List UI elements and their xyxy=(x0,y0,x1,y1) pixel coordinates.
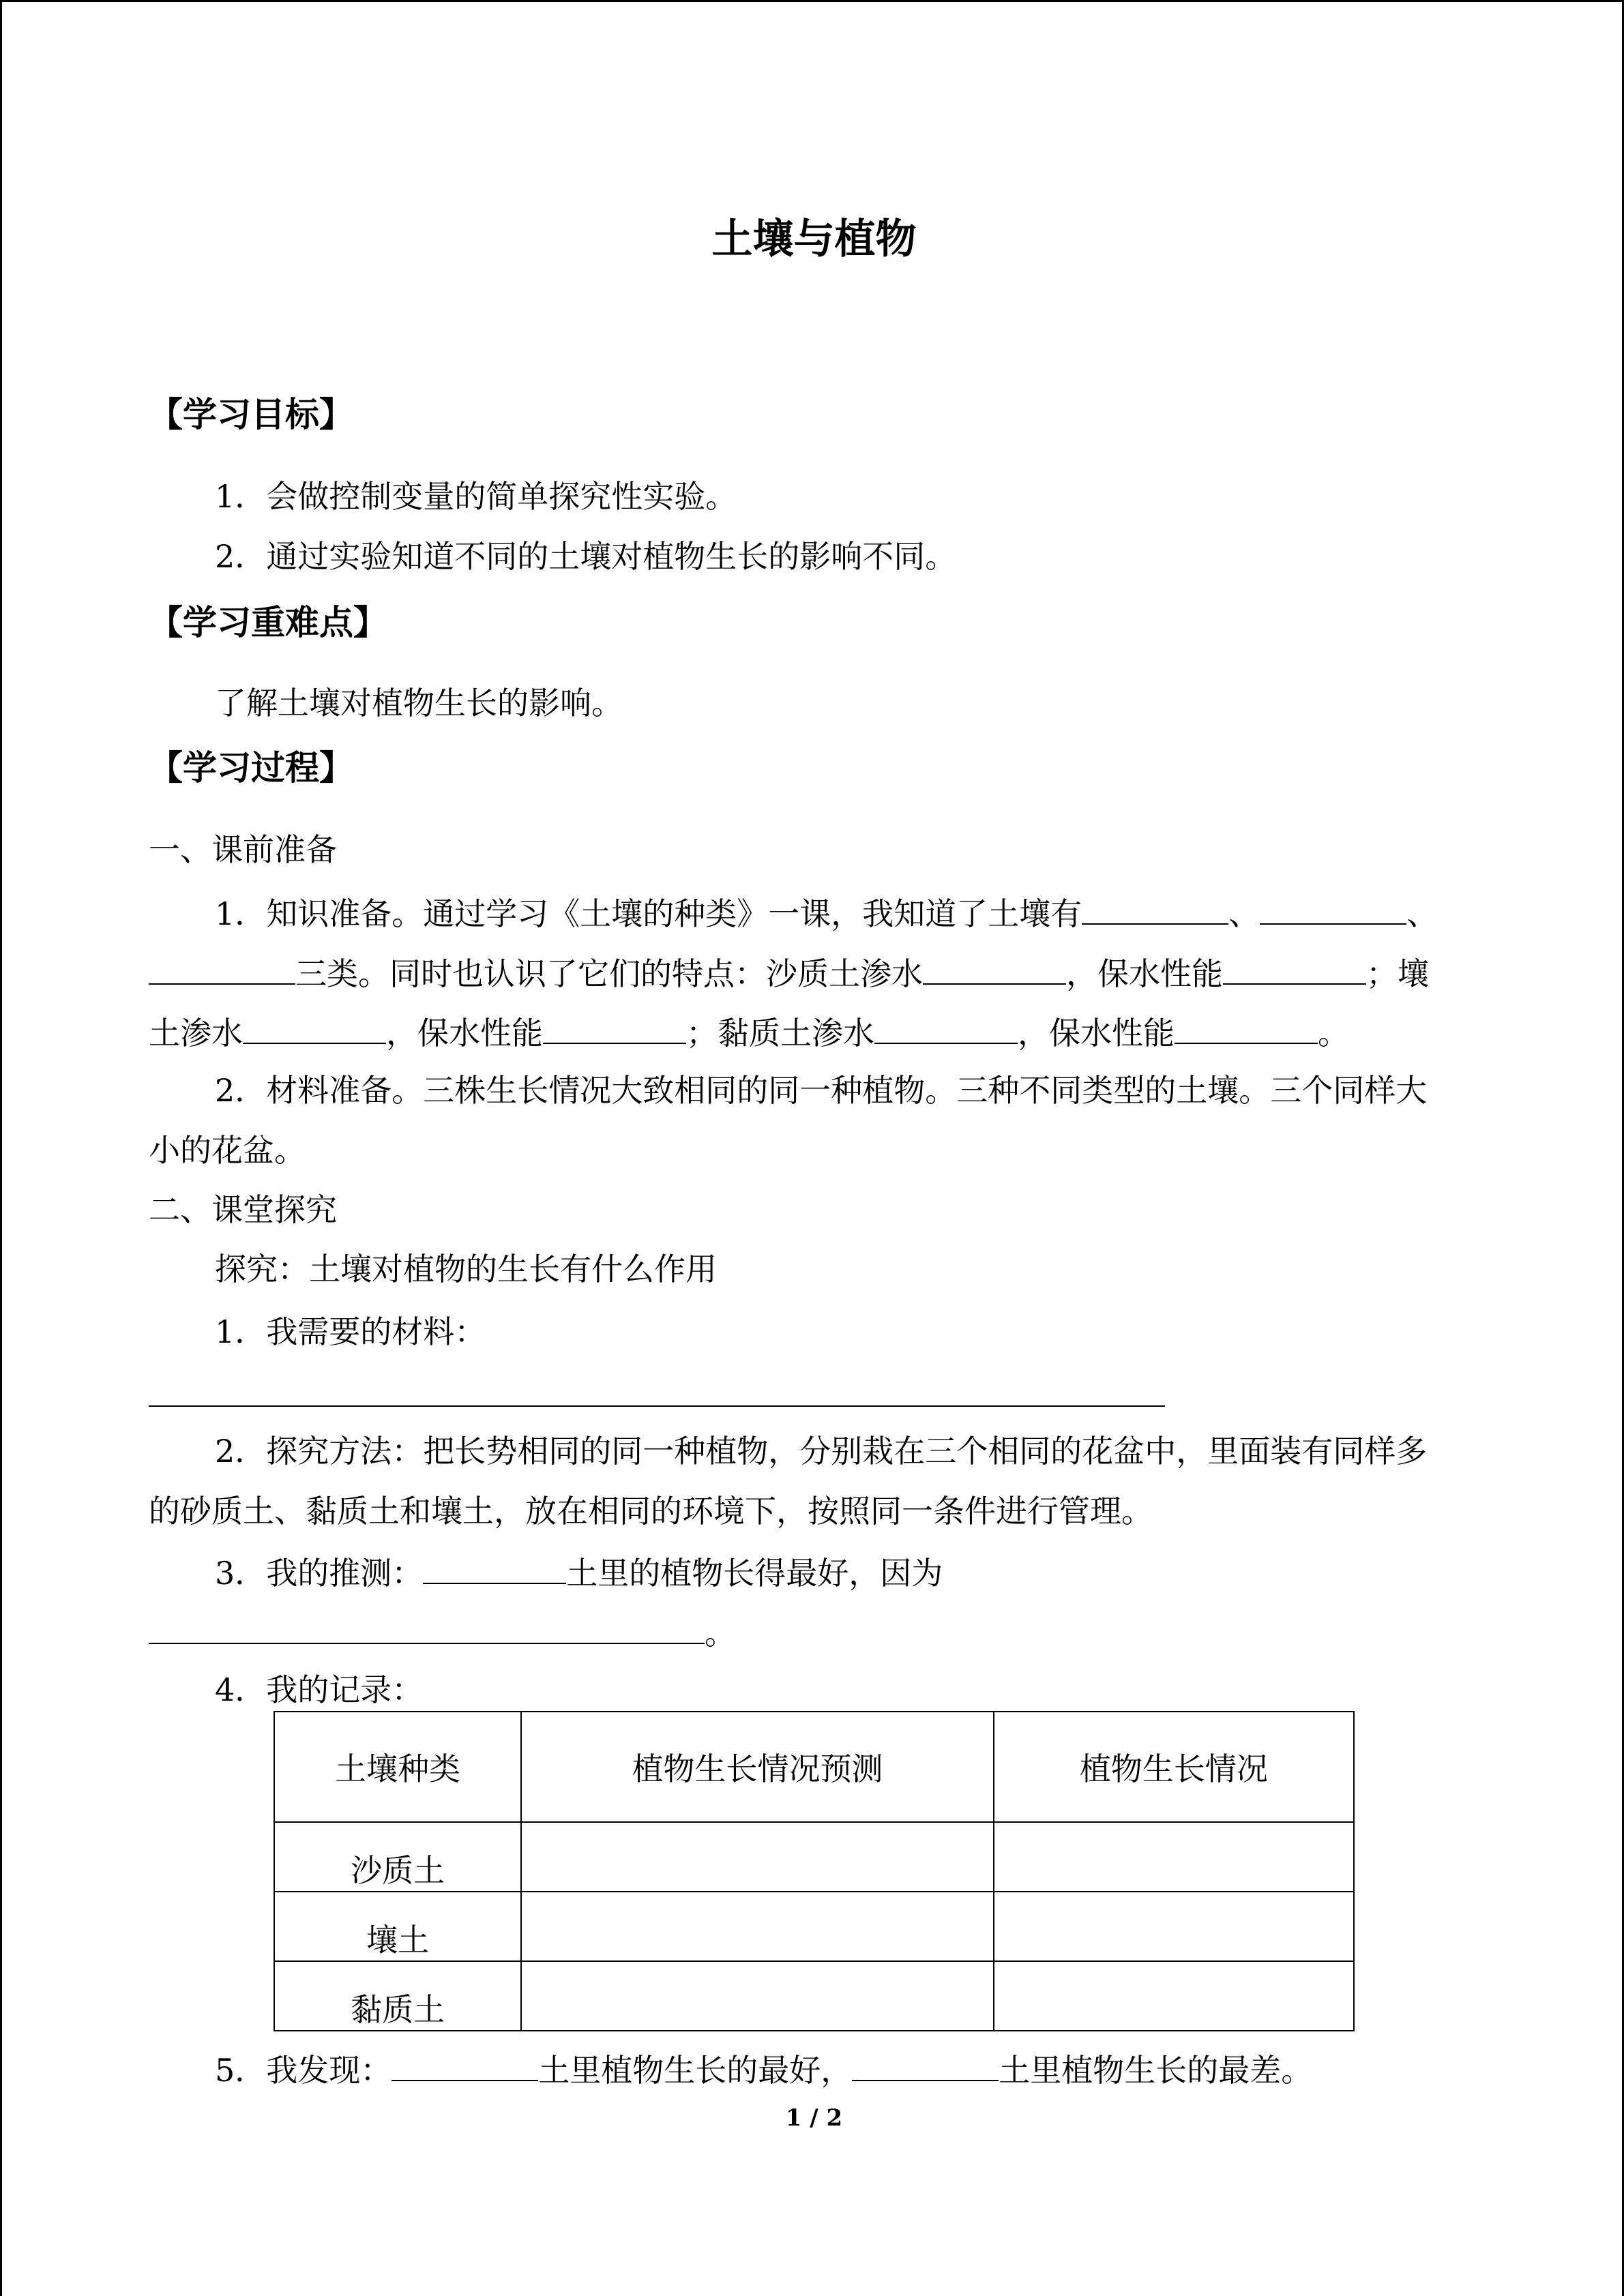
table-row xyxy=(274,1822,1354,1892)
part1-heading: 一、课前准备 xyxy=(149,831,337,868)
key-points-text: 了解土壤对植物生长的影响。 xyxy=(215,685,623,721)
table-row xyxy=(274,1961,1354,2031)
item1-text-e: 土渗水 xyxy=(149,1015,243,1052)
item5-text-a: 5．我发现： xyxy=(215,2052,392,2089)
part1-item1-line3 xyxy=(149,1010,1349,1054)
record-table xyxy=(274,1711,1355,2031)
item1-text-c: ，保水性能 xyxy=(1066,955,1223,992)
item1-text-a: 1．知识准备。通过学习《土壤的种类》一课，我知道了土壤有 xyxy=(215,895,1082,932)
item1-text-b: 三类。同时也认识了它们的特点：沙质土渗水 xyxy=(295,955,923,992)
item3-text-b: 土里的植物长得最好，因为 xyxy=(566,1555,943,1592)
part2-explore: 探究：土壤对植物的生长有什么作用 xyxy=(215,1251,717,1287)
blank-clay-retention[interactable] xyxy=(1175,1010,1318,1044)
page-number: 1 / 2 xyxy=(785,2104,843,2132)
part1-item2-line2: 小的花盆。 xyxy=(149,1132,306,1169)
blank-loam-retention[interactable] xyxy=(543,1010,686,1044)
table-cell-prediction[interactable] xyxy=(521,1892,993,1961)
blank-clay-permeability[interactable] xyxy=(874,1010,1018,1044)
table-cell-soil: 沙质土 xyxy=(274,1822,521,1892)
item1-sep-1: 、 xyxy=(1228,895,1260,932)
table-header-actual: 植物生长情况 xyxy=(994,1712,1354,1822)
objective-item-2: 2．通过实验知道不同的土壤对植物生长的影响不同。 xyxy=(215,538,957,575)
part1-item2-line1: 2．材料准备。三株生长情况大致相同的同一种植物。三种不同类型的土壤。三个同样大 xyxy=(215,1072,1428,1109)
part1-item1-line1 xyxy=(215,891,1438,934)
blank-sandy-retention[interactable] xyxy=(1223,951,1366,985)
table-cell-actual[interactable] xyxy=(994,1961,1354,2031)
table-cell-actual[interactable] xyxy=(994,1892,1354,1961)
table-cell-prediction[interactable] xyxy=(521,1961,993,2031)
heading-key-points: 【学习重难点】 xyxy=(149,603,387,642)
table-cell-prediction[interactable] xyxy=(521,1822,993,1892)
table-cell-actual[interactable] xyxy=(994,1822,1354,1892)
table-cell-soil: 壤土 xyxy=(274,1892,521,1961)
part1-item1-line2 xyxy=(149,951,1429,994)
blank-best-soil[interactable] xyxy=(392,2047,538,2081)
heading-process: 【学习过程】 xyxy=(149,748,353,788)
table-header-soil-type: 土壤种类 xyxy=(274,1712,521,1822)
part2-item1: 1．我需要的材料： xyxy=(215,1313,486,1350)
item3-text-a: 3．我的推测： xyxy=(215,1555,424,1592)
part2-item2-line2: 的砂质土、黏质土和壤土，放在相同的环境下，按照同一条件进行管理。 xyxy=(149,1493,1153,1530)
blank-sandy-permeability[interactable] xyxy=(923,951,1066,985)
part2-item5 xyxy=(215,2047,1312,2091)
item5-text-b: 土里植物生长的最好， xyxy=(538,2052,853,2089)
part2-item2-line1: 2．探究方法：把长势相同的同一种植物，分别栽在三个相同的花盆中，里面装有同样多 xyxy=(215,1433,1428,1470)
part2-item3-line2 xyxy=(149,1610,736,1654)
blank-loam-permeability[interactable] xyxy=(243,1010,386,1044)
blank-prediction-reason[interactable] xyxy=(149,1610,705,1644)
item1-text-f: ，保水性能 xyxy=(386,1015,543,1052)
blank-prediction-soil[interactable] xyxy=(423,1550,566,1584)
part2-heading: 二、课堂探究 xyxy=(149,1191,337,1228)
table-row xyxy=(274,1892,1354,1961)
table-cell-soil: 黏质土 xyxy=(274,1961,521,2031)
blank-materials-line[interactable] xyxy=(149,1405,1165,1407)
item1-text-h: ，保水性能 xyxy=(1018,1015,1175,1052)
item1-text-i: 。 xyxy=(1318,1015,1349,1052)
table-header-prediction: 植物生长情况预测 xyxy=(521,1712,993,1822)
part2-item3-line1 xyxy=(215,1550,943,1594)
item1-sep-2: 、 xyxy=(1406,895,1438,932)
part2-item4: 4．我的记录： xyxy=(215,1671,424,1708)
item1-text-g: ；黏质土渗水 xyxy=(686,1015,874,1052)
heading-objectives: 【学习目标】 xyxy=(149,395,353,434)
blank-worst-soil[interactable] xyxy=(852,2047,999,2081)
item3-end: 。 xyxy=(705,1615,736,1652)
blank-soil-type-1[interactable] xyxy=(1082,891,1228,925)
item5-text-c: 土里植物生长的最差。 xyxy=(999,2052,1313,2089)
item1-text-d: ；壤 xyxy=(1366,955,1429,992)
blank-soil-type-3[interactable] xyxy=(149,951,295,985)
table-header-row xyxy=(274,1712,1354,1822)
objective-item-1: 1．会做控制变量的简单探究性实验。 xyxy=(215,478,737,515)
blank-soil-type-2[interactable] xyxy=(1260,891,1406,925)
page-title: 土壤与植物 xyxy=(711,215,917,263)
